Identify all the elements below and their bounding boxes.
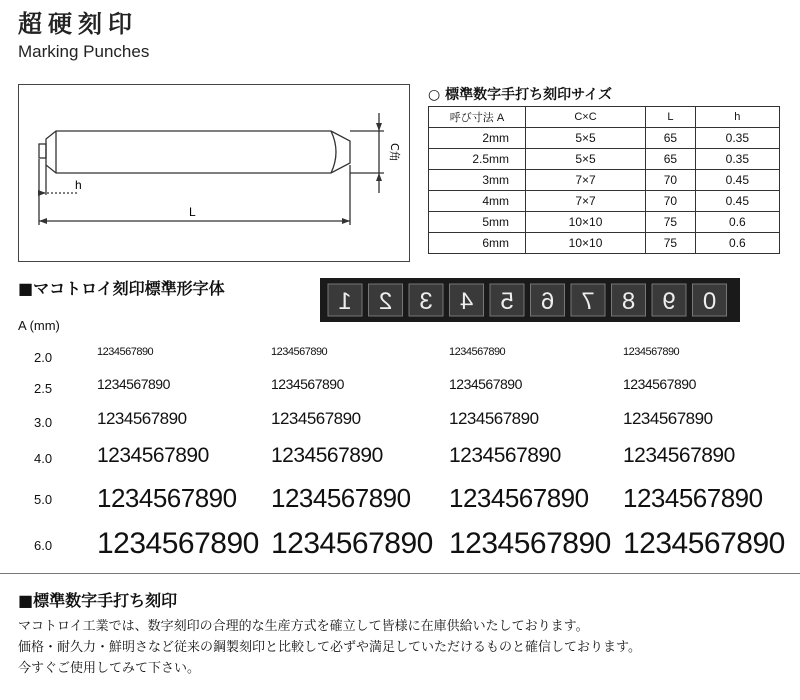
digit-sample: 1234567890 — [271, 527, 433, 560]
cell-a: 6mm — [429, 233, 526, 254]
cell-a: 5mm — [429, 212, 526, 233]
cell-a: 2.5mm — [429, 149, 526, 170]
stamp-digit: 2 — [378, 288, 393, 315]
cell-l: 70 — [646, 191, 696, 212]
intro-line-2: 価格・耐久力・鮮明さなど従来の鋼製刻印と比較して必ずや満足していただけるものと確信しております。 — [18, 640, 641, 655]
cell-h: 0.35 — [695, 128, 779, 149]
digit-sample: 1234567890 — [449, 444, 561, 467]
cell-l: 70 — [646, 170, 696, 191]
digit-sample: 1234567890 — [449, 346, 506, 358]
cell-cxc: 5×5 — [526, 149, 646, 170]
digit-sample: 1234567890 — [449, 409, 539, 428]
cell-cxc: 5×5 — [526, 128, 646, 149]
digit-sample: 1234567890 — [623, 444, 735, 467]
cell-cxc: 7×7 — [526, 191, 646, 212]
col-header-cxc: C×C — [526, 107, 646, 128]
stamp-digit: 1 — [338, 288, 352, 315]
digit-sample: 1234567890 — [271, 483, 411, 513]
digit-sample: 1234567890 — [97, 483, 237, 513]
digit-sample: 1234567890 — [97, 346, 154, 358]
row-size-label: 6.0 — [34, 537, 53, 553]
stamp-faces — [320, 278, 740, 322]
row-size-label: 4.0 — [34, 451, 53, 467]
table-row — [429, 212, 780, 233]
digit-sample: 1234567890 — [623, 376, 696, 392]
cell-l: 75 — [646, 212, 696, 233]
cell-a: 2mm — [429, 128, 526, 149]
punch-drawing — [19, 85, 409, 261]
row-size-label: 5.0 — [34, 492, 53, 508]
digit-sample: 1234567890 — [97, 444, 209, 467]
stamp-digit: 9 — [662, 288, 676, 315]
cell-h: 0.6 — [695, 212, 779, 233]
page-title-jp: 超硬刻印 — [18, 10, 138, 38]
cell-l: 75 — [646, 233, 696, 254]
table-row — [429, 149, 780, 170]
cell-l: 65 — [646, 128, 696, 149]
digit-sample: 1234567890 — [271, 376, 344, 392]
stamp-digit: 8 — [621, 288, 636, 315]
standard-section-title: ■標準数字手打ち刻印 — [18, 591, 178, 610]
cell-h: 0.35 — [695, 149, 779, 170]
diagram-label-L: L — [189, 205, 196, 219]
cell-a: 3mm — [429, 170, 526, 191]
stamp-digit: 4 — [459, 288, 474, 315]
digit-sample: 1234567890 — [449, 527, 611, 560]
table-row — [429, 170, 780, 191]
diagram-label-h: h — [75, 178, 82, 192]
size-table-header-row — [429, 107, 780, 128]
digit-sample: 1234567890 — [623, 527, 785, 560]
intro-line-1: マコトロイ工業では、数字刻印の合理的な生産方式を確立して皆様に在庫供給いたしております。 — [18, 619, 589, 634]
stamp-digit: 5 — [500, 288, 514, 315]
cell-cxc: 10×10 — [526, 233, 646, 254]
digit-sample: 1234567890 — [271, 444, 383, 467]
col-header-h: h — [695, 107, 779, 128]
font-section-title: ■マコトロイ刻印標準形字体 — [18, 279, 225, 298]
cell-cxc: 7×7 — [526, 170, 646, 191]
digit-sample: 1234567890 — [449, 483, 589, 513]
divider — [0, 573, 800, 574]
digit-sample: 1234567890 — [623, 346, 680, 358]
stamp-digit: 0 — [702, 288, 717, 315]
stamp-faces-photo — [320, 278, 740, 322]
diagram-label-c: C角 — [388, 143, 401, 162]
row-size-label: 2.0 — [34, 349, 53, 365]
row-size-label: 3.0 — [34, 414, 53, 430]
intro-line-3: 今すぐご使用してみて下さい。 — [18, 661, 201, 676]
digit-sample: 1234567890 — [97, 527, 259, 560]
stamp-digit: 3 — [419, 288, 433, 315]
col-header-l: L — [646, 107, 696, 128]
a-mm-label: A (mm) — [18, 318, 60, 333]
digit-sample: 1234567890 — [623, 483, 763, 513]
table-row — [429, 191, 780, 212]
row-size-label: 2.5 — [34, 380, 53, 396]
punch-diagram — [18, 84, 410, 262]
size-table-title: ○ 標準数字手打ち刻印サイズ — [428, 87, 612, 103]
cell-h: 0.6 — [695, 233, 779, 254]
digit-sample: 1234567890 — [271, 346, 328, 358]
digit-sample: 1234567890 — [449, 376, 522, 392]
size-table — [428, 106, 780, 254]
digit-sample: 1234567890 — [97, 376, 170, 392]
cell-cxc: 10×10 — [526, 212, 646, 233]
digit-sample: 1234567890 — [271, 409, 361, 428]
digit-sample: 1234567890 — [623, 409, 713, 428]
cell-h: 0.45 — [695, 170, 779, 191]
cell-l: 65 — [646, 149, 696, 170]
col-header-a: 呼び寸法 A — [429, 107, 526, 128]
cell-a: 4mm — [429, 191, 526, 212]
stamp-digit: 6 — [540, 288, 555, 315]
stamp-digit: 7 — [581, 288, 595, 315]
cell-h: 0.45 — [695, 191, 779, 212]
digit-sample: 1234567890 — [97, 409, 187, 428]
table-row — [429, 233, 780, 254]
table-row — [429, 128, 780, 149]
page-title-en: Marking Punches — [18, 42, 150, 61]
